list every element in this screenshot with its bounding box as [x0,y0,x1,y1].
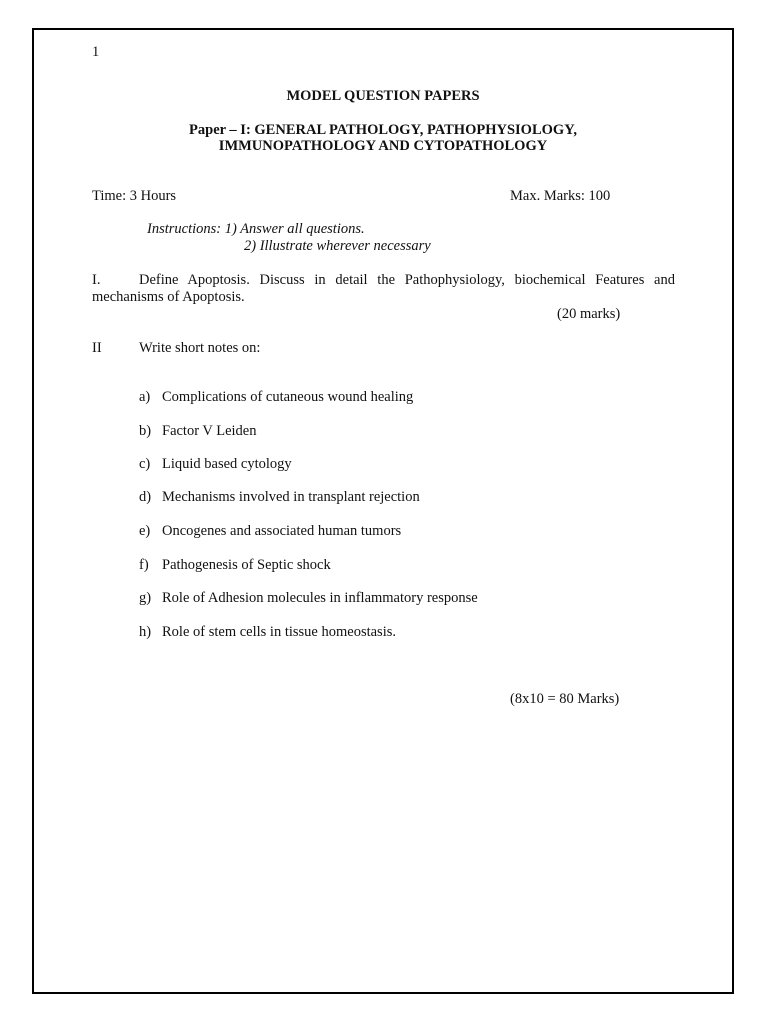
list-item: Pathogenesis of Septic shock [162,557,331,573]
list-item: Role of stem cells in tissue homeostasis. [162,624,396,640]
question-1-marks: (20 marks) [557,306,621,322]
list-item: Role of Adhesion molecules in inflammatory response [162,590,478,606]
question-1-line2: mechanisms of Apoptosis. [92,289,245,305]
list-item-label: e) [139,523,151,539]
list-item-label: d) [139,489,152,505]
question-2-marks: (8x10 = 80 Marks) [510,691,620,707]
list-item-label: g) [139,590,152,606]
list-item: Liquid based cytology [162,456,292,472]
list-item: Factor V Leiden [162,423,257,439]
time-label: Time: 3 Hours [92,188,177,204]
list-item-label: f) [139,557,149,573]
question-1-number: I. [92,272,101,288]
question-2-number: II [92,340,102,356]
instructions-line1: Instructions: 1) Answer all questions. [147,221,365,237]
page-border [32,28,734,994]
paper-heading-line1: Paper – I: GENERAL PATHOLOGY, PATHOPHYSIOLOGY, [189,122,577,138]
question-2-text: Write short notes on: [139,340,261,356]
document-title: MODEL QUESTION PAPERS [286,88,480,104]
list-item-label: h) [139,624,152,640]
list-item: Mechanisms involved in transplant rejection [162,489,420,505]
list-item-label: a) [139,389,151,405]
instructions-line2: 2) Illustrate wherever necessary [244,238,431,254]
page-number: 1 [92,44,100,60]
list-item: Complications of cutaneous wound healing [162,389,414,405]
paper-heading-line2: IMMUNOPATHOLOGY AND CYTOPATHOLOGY [218,138,548,154]
max-marks-label: Max. Marks: 100 [510,188,611,204]
question-1-line1: Define Apoptosis. Discuss in detail the Pathophysiology, biochemical Features and [139,272,675,288]
list-item-label: b) [139,423,152,439]
list-item-label: c) [139,456,151,472]
list-item: Oncogenes and associated human tumors [162,523,402,539]
